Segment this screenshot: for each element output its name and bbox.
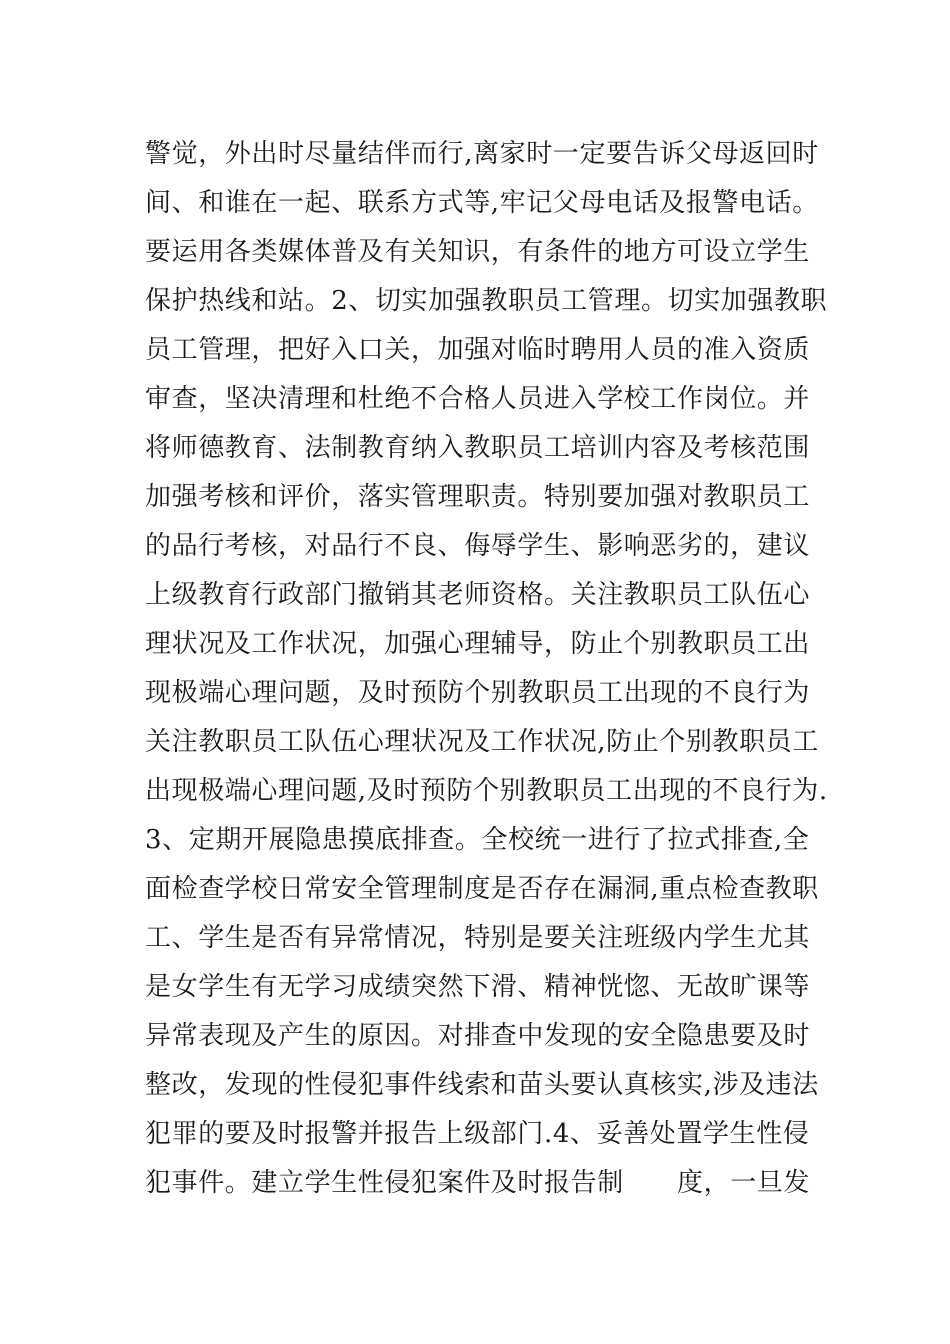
text-line: 出现极端心理问题,及时预防个别教职员工出现的不良行为. [145, 776, 828, 806]
text-line: 关注教职员工队伍心理状况及工作状况,防止个别教职员工 [145, 727, 819, 757]
text-line: 整改，发现的性侵犯事件线索和苗头要认真核实,涉及违法 [145, 1070, 819, 1100]
text-line: 保护热线和站。2、切实加强教职员工管理。切实加强教职 [145, 286, 828, 316]
text-line: 的品行考核，对品行不良、侮辱学生、影响恶劣的，建议 [145, 531, 811, 561]
text-line: 审查，坚决清理和杜绝不合格人员进入学校工作岗位。并 [145, 384, 811, 414]
text-line: 现极端心理问题，及时预防个别教职员工出现的不良行为 [145, 678, 811, 708]
text-line: 加强考核和评价，落实管理职责。特别要加强对教职员工 [145, 482, 811, 512]
text-line: 员工管理，把好入口关，加强对临时聘用人员的准入资质 [145, 335, 811, 365]
text-line: 是女学生有无学习成绩突然下滑、精神恍惚、无故旷课等 [145, 972, 811, 1002]
text-line: 理状况及工作状况，加强心理辅导，防止个别教职员工出 [145, 629, 811, 659]
text-line: 3、定期开展隐患摸底排查。全校统一进行了拉式排查,全 [145, 825, 810, 855]
text-line: 犯罪的要及时报警并报告上级部门.4、妥善处置学生性侵 [145, 1119, 810, 1149]
text-line: 将师德教育、法制教育纳入教职员工培训内容及考核范围 [145, 433, 811, 463]
text-line: 间、和谁在一起、联系方式等,牢记父母电话及报警电话。 [145, 188, 819, 218]
text-line: 上级教育行政部门撤销其老师资格。关注教职员工队伍心 [145, 580, 811, 610]
text-line: 犯事件。建立学生性侵犯案件及时报告制 度，一旦发 [145, 1168, 811, 1198]
body-text [145, 130, 828, 1208]
text-line: 要运用各类媒体普及有关知识，有条件的地方可设立学生 [145, 237, 811, 267]
text-line: 异常表现及产生的原因。对排查中发现的安全隐患要及时 [145, 1021, 811, 1051]
text-line: 工、学生是否有异常情况，特别是要关注班级内学生尤其 [145, 923, 811, 953]
text-line: 警觉，外出时尽量结伴而行,离家时一定要告诉父母返回时 [145, 139, 819, 169]
text-line: 面检查学校日常安全管理制度是否存在漏洞,重点检查教职 [145, 874, 819, 904]
